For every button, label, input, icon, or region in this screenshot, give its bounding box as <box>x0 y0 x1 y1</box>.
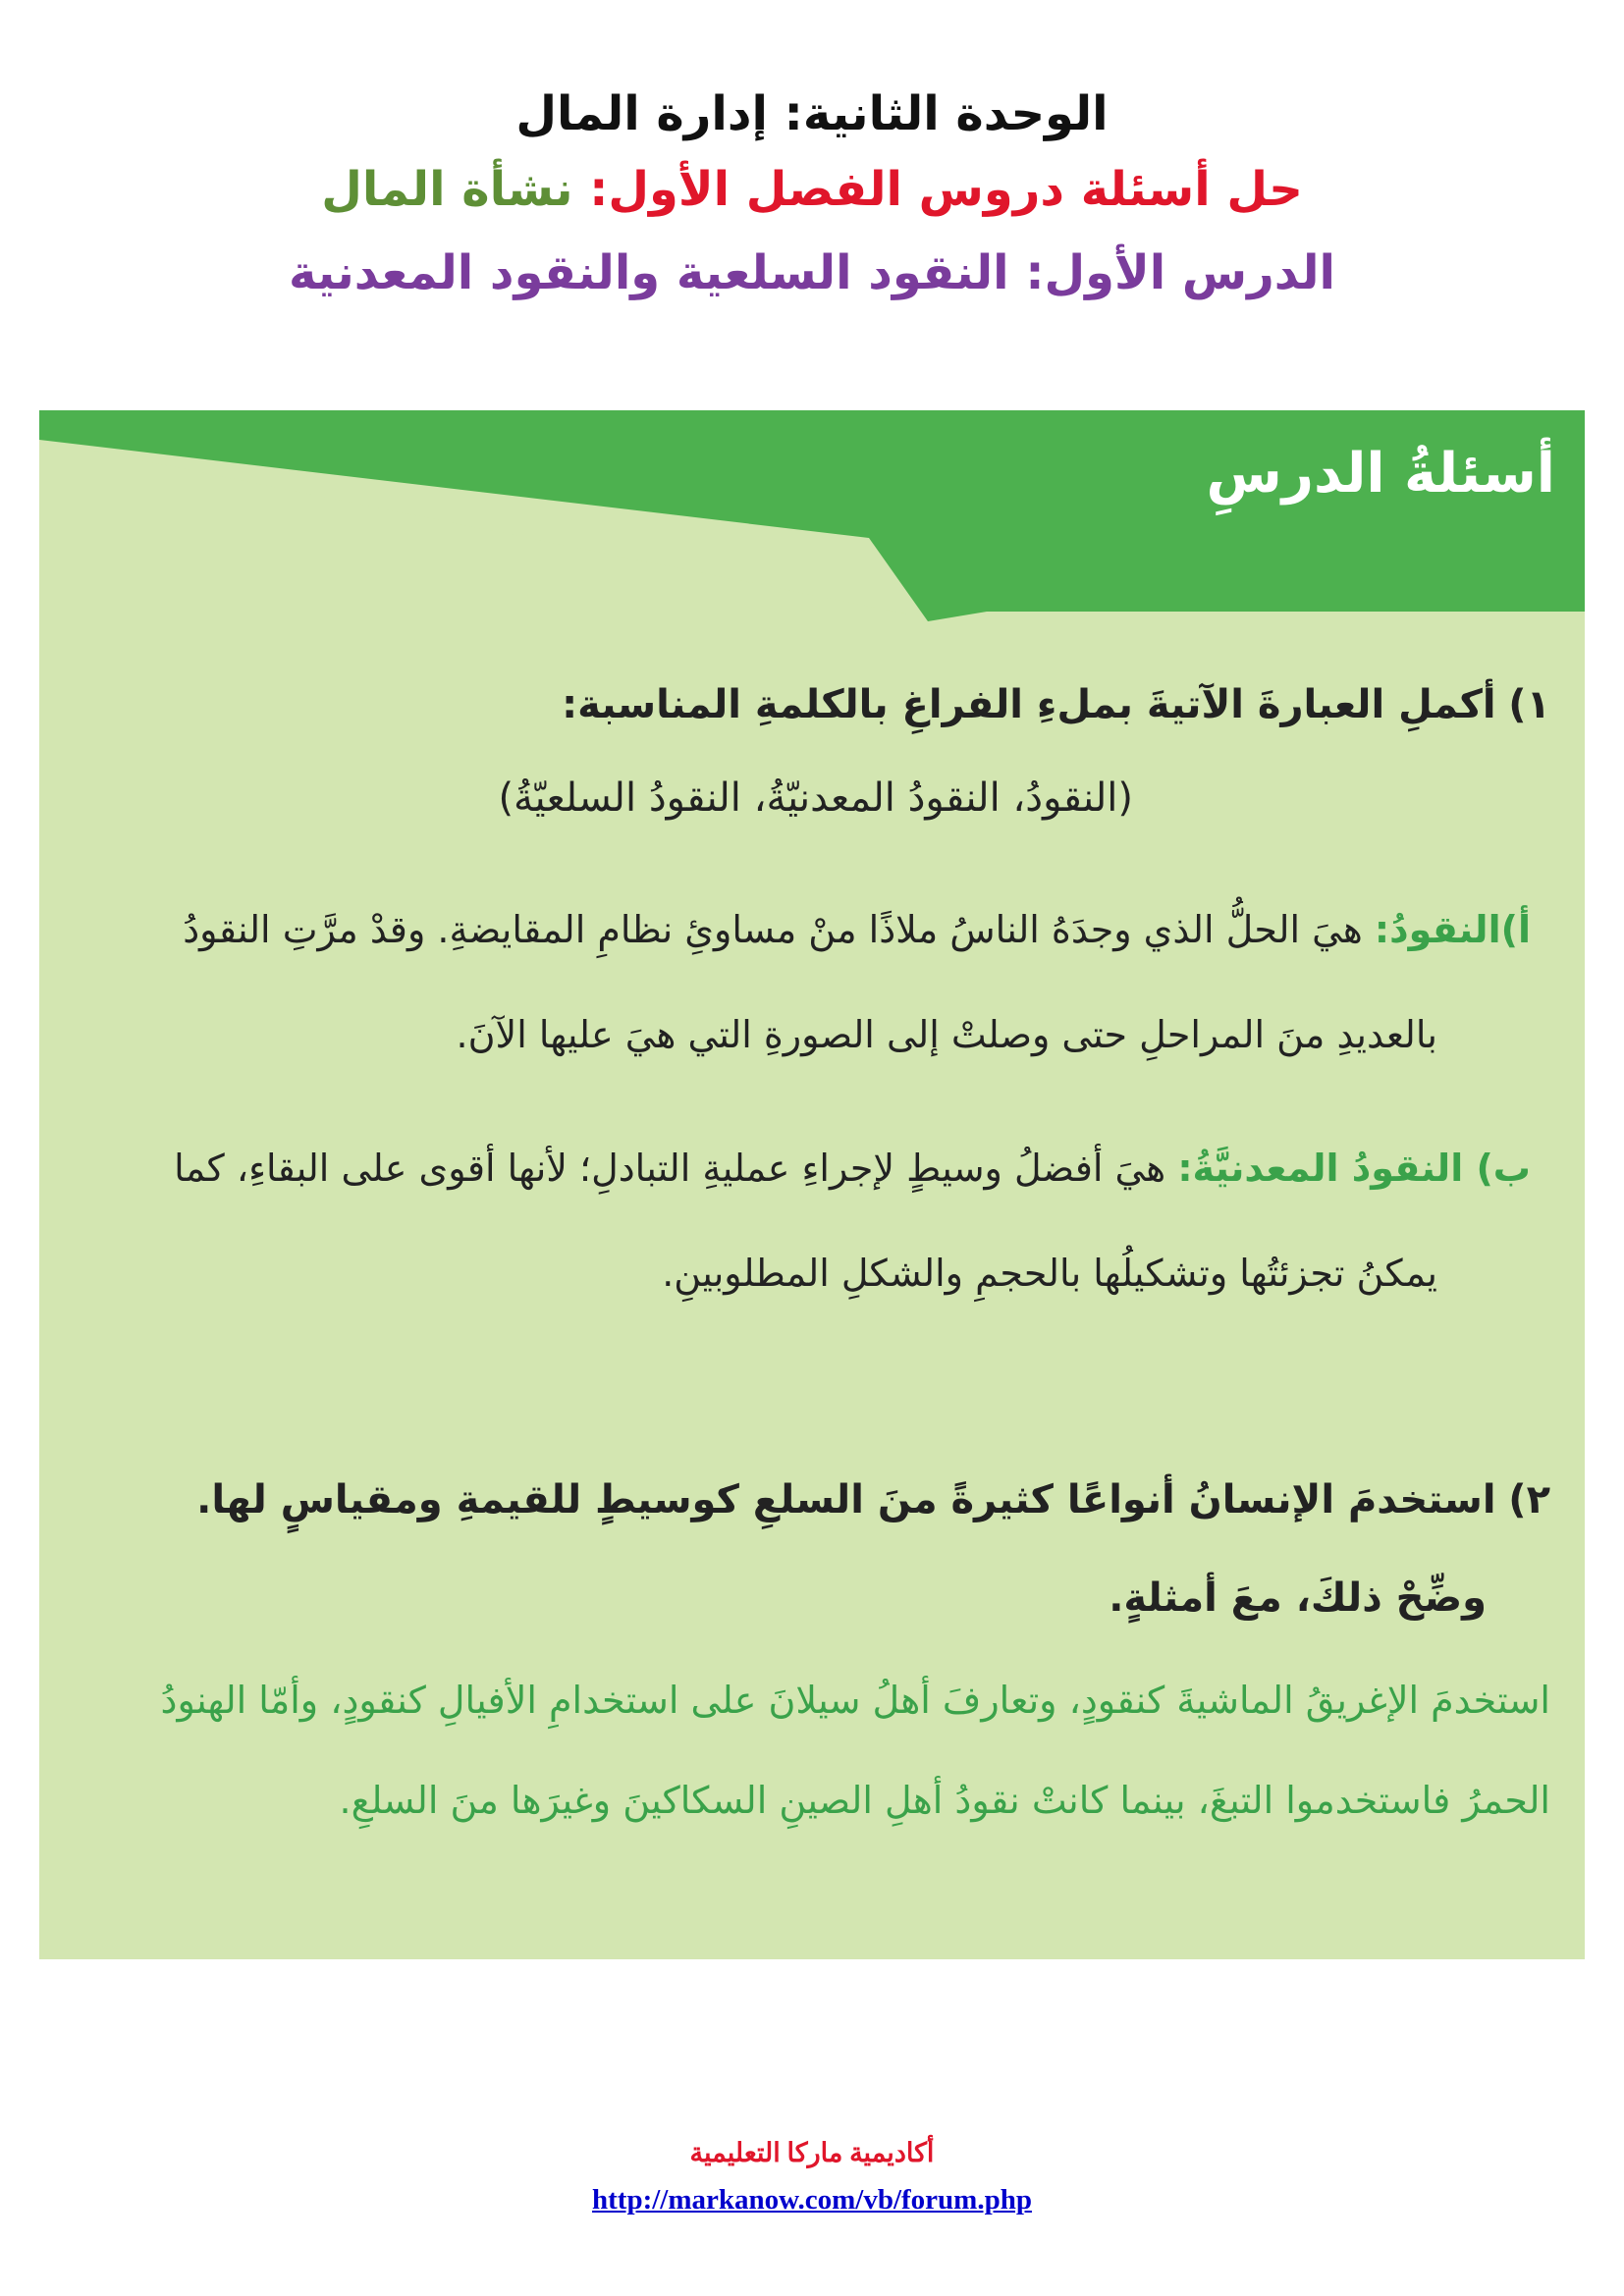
unit-title: الوحدة الثانية: إدارة المال <box>515 86 1109 141</box>
lesson-name: النقود السلعية والنقود المعدنية <box>289 245 1009 300</box>
question-1 <box>562 682 1550 727</box>
question-1-options: (النقودُ، النقودُ المعدنيّةُ، النقودُ السلعيّةُ) <box>498 775 1133 821</box>
answer-2-line2: الحمرُ فاستخدموا التبغَ، بينما كانتْ نقودُ أهلِ الصينِ السكاكينَ وغيرَها منَ السلعِ. <box>339 1779 1550 1822</box>
answer-a-line1 <box>58 908 1531 951</box>
chapter-line <box>0 162 1624 217</box>
lesson-line <box>0 245 1624 300</box>
answer-a-lead: أ)النقودُ: <box>1374 908 1531 951</box>
answer-b-text: هيَ أفضلُ وسيطٍ لإجراءِ عمليةِ التبادلِ؛ لأنها أقوى على البقاءِ، كما <box>174 1147 1166 1190</box>
question-prompt: أكملِ العبارةَ الآتيةَ بملءِ الفراغِ بالكلمةِ المناسبة: <box>562 682 1496 727</box>
question-number: ١) <box>1508 682 1550 727</box>
question-prompt: استخدمَ الإنسانُ أنواعًا كثيرةً منَ السلعِ كوسيطٍ للقيمةِ ومقياسٍ لها. <box>196 1477 1496 1522</box>
answer-a-text: هيَ الحلُّ الذي وجدَهُ الناسُ ملاذًا منْ مساوئِ نظامِ المقايضةِ. وقدْ مرَّتِ النقودُ <box>183 908 1363 951</box>
answer-b-line1 <box>58 1147 1531 1190</box>
question-2 <box>196 1477 1550 1522</box>
answer-a-line2: بالعديدِ منَ المراحلِ حتى وصلتْ إلى الصورةِ التي هيَ عليها الآنَ. <box>456 1013 1437 1056</box>
footer-link[interactable]: http://markanow.com/vb/forum.php <box>592 2184 1032 2216</box>
answer-b-lead: ب) النقودُ المعدنيَّةُ: <box>1177 1147 1531 1190</box>
footer-org: أكاديمية ماركا التعليمية <box>689 2138 935 2167</box>
answer-b-line2: يمكنُ تجزئتُها وتشكيلُها بالحجمِ والشكلِ المطلوبينِ. <box>662 1252 1437 1295</box>
answer-2-line1: استخدمَ الإغريقُ الماشيةَ كنقودٍ، وتعارفَ أهلُ سيلانَ على استخدامِ الأفيالِ كنقودٍ، وأمّا الهنودُ <box>160 1679 1550 1722</box>
chapter-name: نشأة المال <box>321 162 573 217</box>
chapter-prefix: حل أسئلة دروس الفصل الأول: <box>589 162 1303 217</box>
question-2-instruction: وضِّحْ ذلكَ، معَ أمثلةٍ. <box>1109 1575 1487 1621</box>
banner-title: أسئلةُ الدرسِ <box>1206 442 1555 506</box>
question-number: ٢) <box>1508 1477 1550 1522</box>
lesson-prefix: الدرس الأول: <box>1025 245 1335 300</box>
